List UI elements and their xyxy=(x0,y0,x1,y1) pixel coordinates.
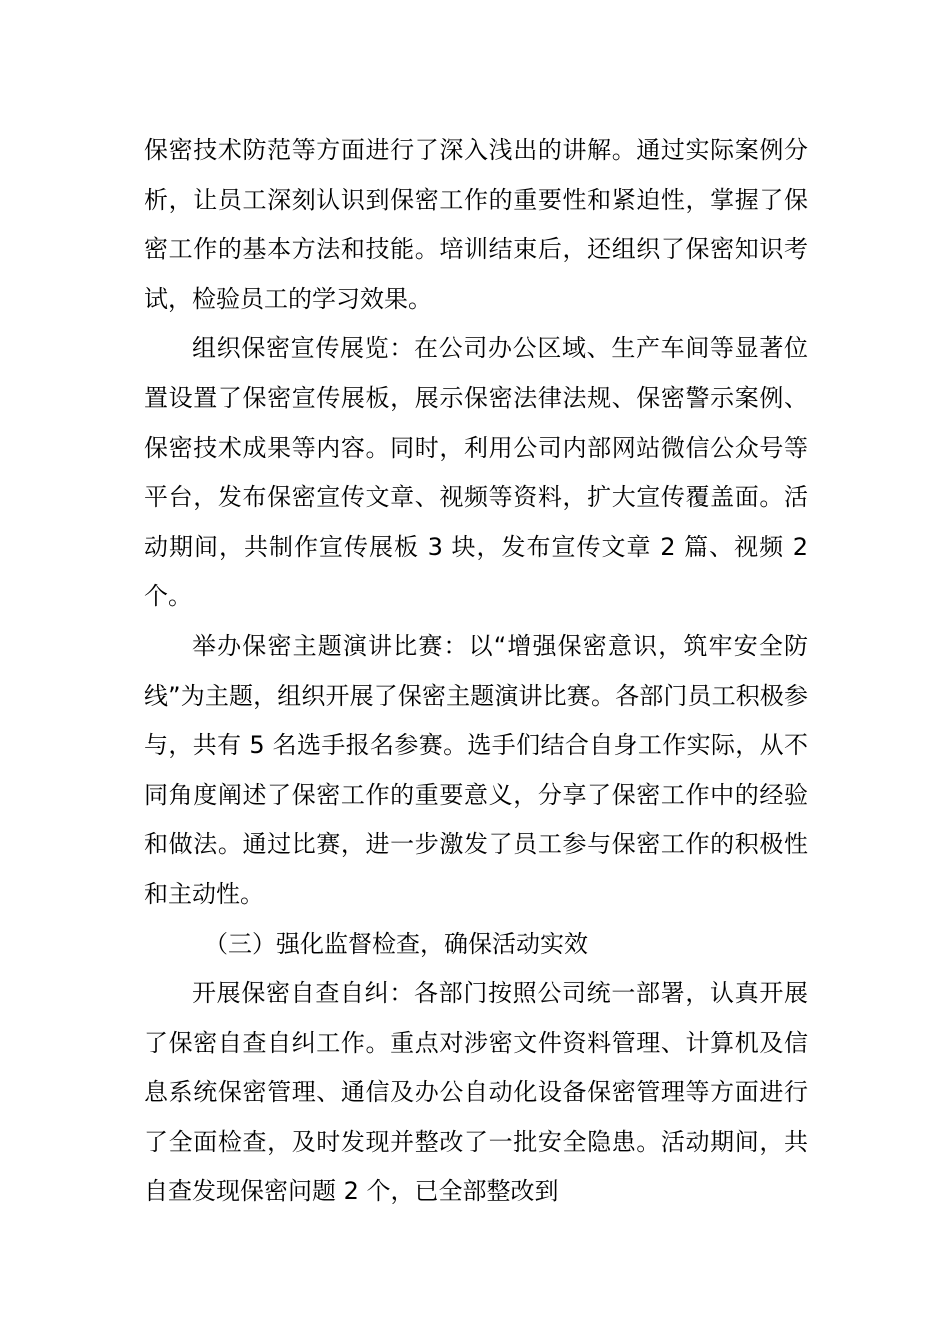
section-heading: （三）强化监督检查，确保活动实效 xyxy=(204,929,588,958)
document-body xyxy=(144,126,808,1217)
paragraph-self-inspection: 开展保密自查自纠：各部门按照公司统一部署，认真开展了保密自查自纠工作。重点对涉密文件资料管理、计算机及信息系统保密管理、通信及办公自动化设备保密管理等方面进行了全面检查，及时发现并整改了一批安全隐患。活动期间，共自查发现保密问题 2 个，已全部整改到 xyxy=(144,979,808,1206)
paragraph-speech-contest: 举办保密主题演讲比赛：以“增强保密意识，筑牢安全防线”为主题，组织开展了保密主题演讲比赛。各部门员工积极参与，共有 5 名选手报名参赛。选手们结合自身工作实际，从不同角度阐述了保密工作的重要意义，分享了保密工作中的经验和做法。通过比赛，进一步激发了员工参与保密工作的积极性和主动性。 xyxy=(144,631,808,908)
paragraph-exhibition: 组织保密宣传展览：在公司办公区域、生产车间等显著位置设置了保密宣传展板，展示保密法律法规、保密警示案例、保密技术成果等内容。同时，利用公司内部网站微信公众号等平台，发布保密宣传文章、视频等资料，扩大宣传覆盖面。活动期间，共制作宣传展板 3 块，发布宣传文章 2 篇、视频 2 个。 xyxy=(144,334,808,611)
paragraph-training-summary: 保密技术防范等方面进行了深入浅出的讲解。通过实际案例分析，让员工深刻认识到保密工作的重要性和紧迫性，掌握了保密工作的基本方法和技能。培训结束后，还组织了保密知识考试，检验员工的学习效果。 xyxy=(144,136,808,313)
